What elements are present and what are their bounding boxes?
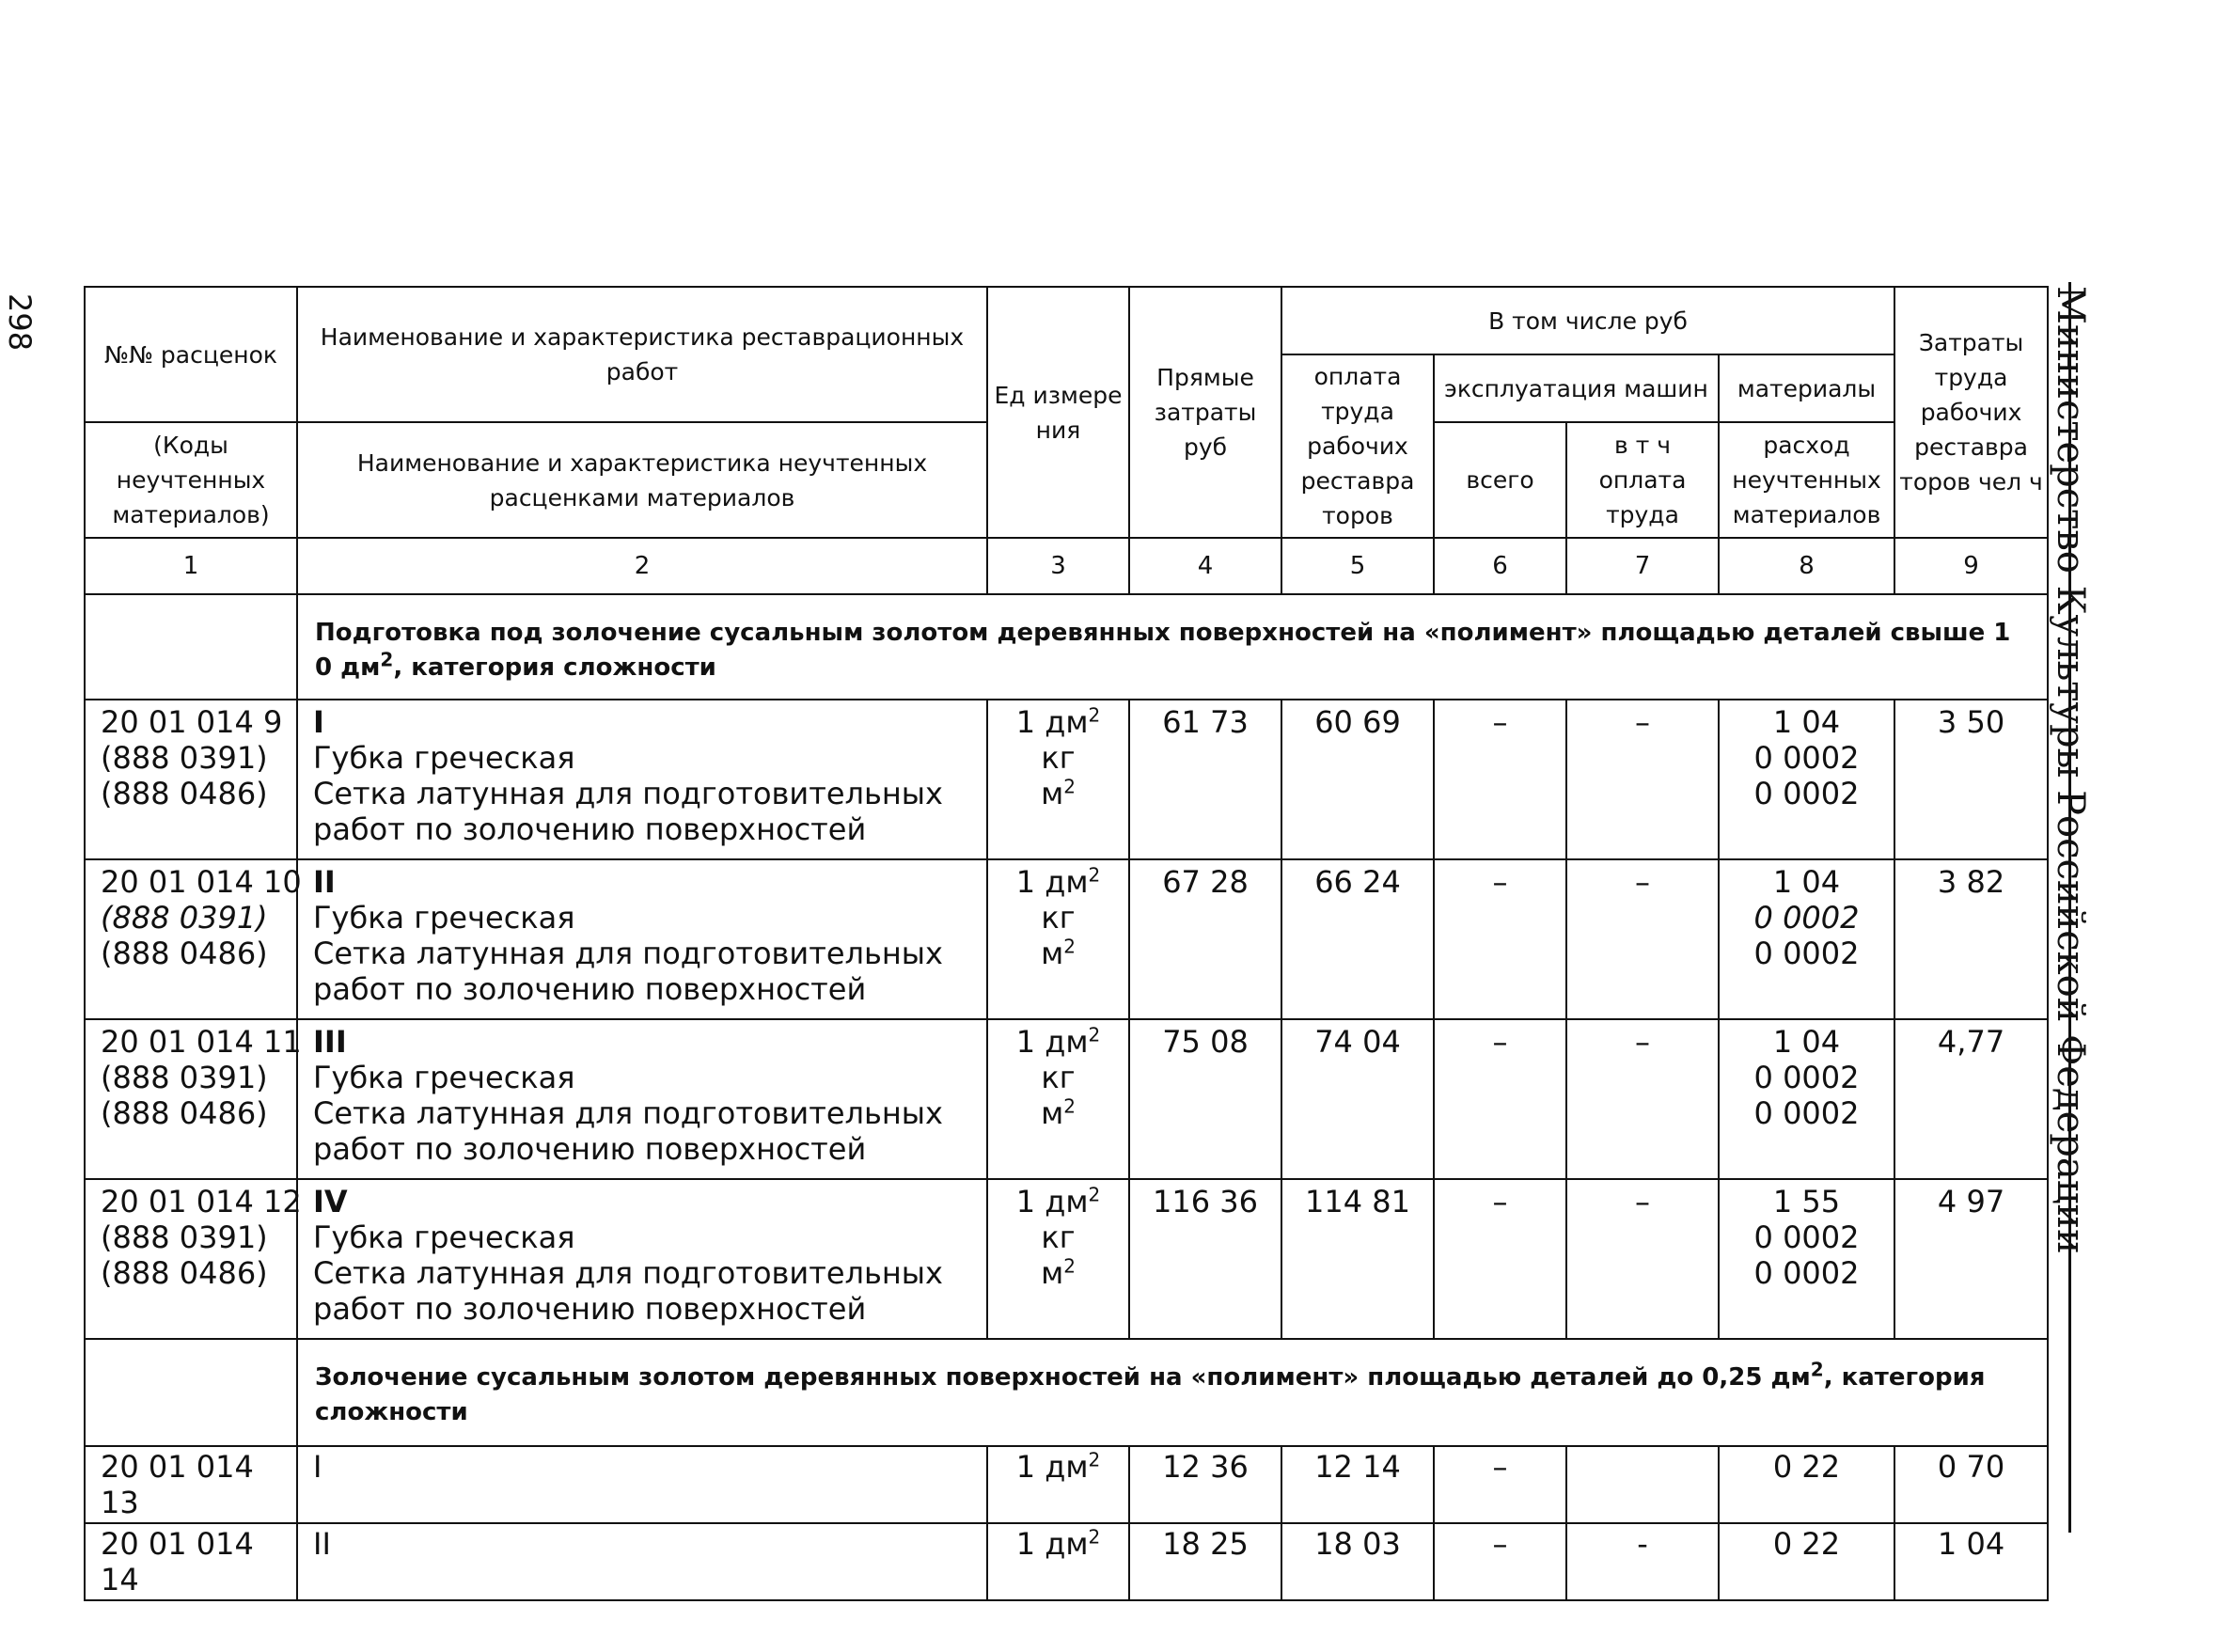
row-unit: 1 $дм^2$ [987, 1523, 1129, 1600]
col-number: 4 [1129, 538, 1281, 594]
row-labor: 66 24 [1281, 859, 1434, 1019]
col-number: 2 [297, 538, 987, 594]
table-row [85, 1019, 2048, 1179]
row-description: I [297, 1446, 987, 1523]
side-title: Министерство Культуры Российской Федерации [2049, 286, 2092, 1254]
row-code: 20 01 014 14 [85, 1523, 297, 1600]
row-direct: 61 73 [1129, 700, 1281, 859]
row-materials: 1 55 0 0002 0 0002 [1719, 1179, 1894, 1339]
col-number: 9 [1894, 538, 2048, 594]
row-labor: 114 81 [1281, 1179, 1434, 1339]
row-machines-labor: - [1566, 1523, 1719, 1600]
header-col7: в т ч оплата труда [1566, 422, 1719, 538]
row-direct: 75 08 [1129, 1019, 1281, 1179]
header-materials: материалы [1719, 354, 1894, 422]
header-col4: Прямые затраты руб [1129, 287, 1281, 538]
row-machines-labor: – [1566, 859, 1719, 1019]
row-machines-labor: – [1566, 700, 1719, 859]
row-materials: 0 22 [1719, 1446, 1894, 1523]
row-description: II Губка греческая Сетка латунная для подготовительных работ по золочению поверхностей [297, 859, 987, 1019]
row-hours: 3 82 [1894, 859, 2048, 1019]
row-labor: 12 14 [1281, 1446, 1434, 1523]
row-labor: 74 04 [1281, 1019, 1434, 1179]
row-hours: 1 04 [1894, 1523, 2048, 1600]
header-row-1 [85, 287, 2048, 354]
header-exploit: эксплуатация машин [1434, 354, 1719, 422]
row-codes: 20 01 014 9 (888 0391) (888 0486) [85, 700, 297, 859]
header-group: В том числе руб [1281, 287, 1894, 354]
row-codes: 20 01 014 11 (888 0391) (888 0486) [85, 1019, 297, 1179]
header-col8: расход неучтенных материалов [1719, 422, 1894, 538]
row-description: IV Губка греческая Сетка латунная для подготовительных работ по золочению поверхностей [297, 1179, 987, 1339]
row-description: I Губка греческая Сетка латунная для подготовительных работ по золочению поверхностей [297, 700, 987, 859]
header-col5: оплата труда рабочих реставра торов [1281, 354, 1434, 538]
row-machines-labor: – [1566, 1019, 1719, 1179]
row-direct: 116 36 [1129, 1179, 1281, 1339]
table-row [85, 1446, 2048, 1523]
header-col2-bottom: Наименование и характеристика неучтенных расценками материалов [297, 422, 987, 538]
header-col1-top: №№ расценок [85, 287, 297, 422]
row-units: 1 $дм^2$ кг $м^2$ [987, 700, 1129, 859]
section-empty-cell [85, 1339, 297, 1446]
row-units: 1 $дм^2$ кг $м^2$ [987, 859, 1129, 1019]
row-unit: 1 $дм^2$ [987, 1446, 1129, 1523]
header-col9: Затраты труда рабочих реставра торов чел ч [1894, 287, 2048, 538]
row-materials: 0 22 [1719, 1523, 1894, 1600]
row-units: 1 $дм^2$ кг $м^2$ [987, 1179, 1129, 1339]
row-hours: 4 97 [1894, 1179, 2048, 1339]
row-description: II [297, 1523, 987, 1600]
row-labor: 60 69 [1281, 700, 1434, 859]
table-row [85, 859, 2048, 1019]
col-number: 7 [1566, 538, 1719, 594]
row-labor: 18 03 [1281, 1523, 1434, 1600]
header-col3: Ед измере ния [987, 287, 1129, 538]
row-direct: 12 36 [1129, 1446, 1281, 1523]
row-hours: 3 50 [1894, 700, 2048, 859]
table-row [85, 1179, 2048, 1339]
col-number: 5 [1281, 538, 1434, 594]
section-empty-cell [85, 594, 297, 700]
col-number: 8 [1719, 538, 1894, 594]
row-direct: 67 28 [1129, 859, 1281, 1019]
row-description: III Губка греческая Сетка латунная для подготовительных работ по золочению поверхностей [297, 1019, 987, 1179]
row-machines-labor: – [1566, 1179, 1719, 1339]
row-machines-total: – [1434, 1523, 1566, 1600]
row-units: 1 $дм^2$ кг $м^2$ [987, 1019, 1129, 1179]
row-machines-total: – [1434, 1019, 1566, 1179]
section-row [85, 594, 2048, 700]
section-title: Золочение сусальным золотом деревянных поверхностей на «полимент» площадью деталей до 0,25 $дм^2$, категория сложности [297, 1339, 2048, 1446]
row-codes: 20 01 014 12 (888 0391) (888 0486) [85, 1179, 297, 1339]
row-materials: 1 04 0 0002 0 0002 [1719, 700, 1894, 859]
header-col1-bottom: (Коды неучтенных материалов) [85, 422, 297, 538]
row-machines-total: – [1434, 1179, 1566, 1339]
row-materials: 1 04 0 0002 0 0002 [1719, 859, 1894, 1019]
row-machines-labor [1566, 1446, 1719, 1523]
table-row [85, 700, 2048, 859]
page-number: 298 [2, 293, 38, 352]
row-code: 20 01 014 13 [85, 1446, 297, 1523]
rates-table [84, 286, 2049, 1601]
row-materials: 1 04 0 0002 0 0002 [1719, 1019, 1894, 1179]
row-machines-total: – [1434, 859, 1566, 1019]
header-col6: всего [1434, 422, 1566, 538]
row-hours: 0 70 [1894, 1446, 2048, 1523]
column-number-row [85, 538, 2048, 594]
header-col2-top: Наименование и характеристика реставрационных работ [297, 287, 987, 422]
col-number: 3 [987, 538, 1129, 594]
row-machines-total: – [1434, 700, 1566, 859]
col-number: 6 [1434, 538, 1566, 594]
row-codes: 20 01 014 10 (888 0391) (888 0486) [85, 859, 297, 1019]
col-number: 1 [85, 538, 297, 594]
row-direct: 18 25 [1129, 1523, 1281, 1600]
section-row [85, 1339, 2048, 1446]
section-title: Подготовка под золочение сусальным золотом деревянных поверхностей на «полимент» площадью деталей свыше 1 0 $дм^2$, категория сложности [297, 594, 2048, 700]
row-machines-total: – [1434, 1446, 1566, 1523]
table-row [85, 1523, 2048, 1600]
row-hours: 4,77 [1894, 1019, 2048, 1179]
